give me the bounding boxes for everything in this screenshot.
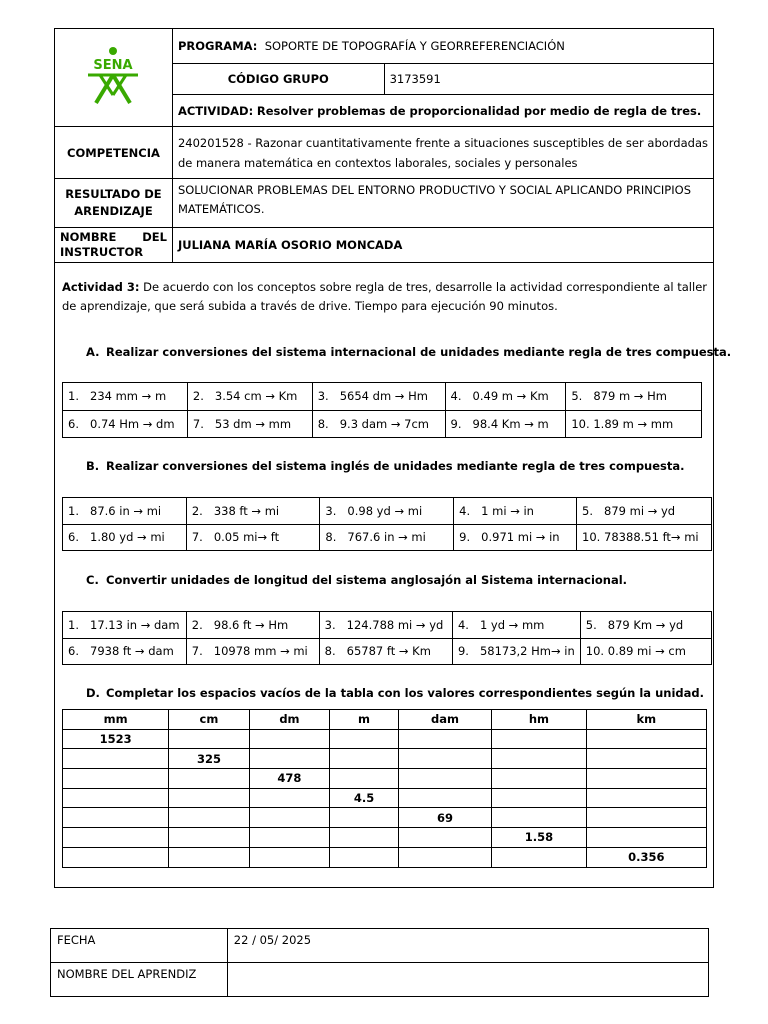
section-b-letter: B. <box>86 459 100 473</box>
units-row <box>63 749 707 769</box>
item-number: 3. <box>324 617 336 632</box>
instructor-value: JULIANA MARÍA OSORIO MONCADA <box>172 228 713 263</box>
item-number: 4. <box>459 503 471 518</box>
conversion-cell <box>454 524 577 551</box>
conversion-cell <box>452 638 580 665</box>
conversion-text: 53 dm → mm <box>214 416 292 431</box>
unit-header-cell: dm <box>249 710 329 730</box>
conversion-cell <box>63 498 187 525</box>
item-number: 8. <box>317 416 329 431</box>
unit-header-cell: mm <box>63 710 169 730</box>
unit-value-cell[interactable] <box>249 808 329 828</box>
conversion-text: 0.98 yd → mi <box>347 503 423 518</box>
conversion-row <box>63 498 712 525</box>
unit-value-cell[interactable] <box>330 847 399 867</box>
unit-value-cell[interactable] <box>586 828 706 848</box>
item-number: 1. <box>68 617 79 632</box>
conversion-cell <box>577 498 712 525</box>
conversion-cell <box>312 410 445 438</box>
conversion-cell <box>445 383 566 411</box>
conversion-row <box>63 383 702 411</box>
conversion-text: 98.6 ft → Hm <box>213 617 289 632</box>
conversion-text: 0.74 Hm → dm <box>90 416 175 431</box>
conversion-cell <box>566 383 702 411</box>
units-row <box>63 788 707 808</box>
unit-value-cell[interactable] <box>169 808 249 828</box>
unit-value-cell[interactable] <box>492 808 587 828</box>
item-number: 10. <box>585 644 605 659</box>
conversion-text: 879 mi → yd <box>604 503 676 518</box>
unit-header-cell: cm <box>169 710 249 730</box>
conversion-text: 234 mm → m <box>90 389 167 404</box>
item-number: 8. <box>325 530 337 545</box>
unit-header-cell: km <box>586 710 706 730</box>
activity-text: De acuerdo con los conceptos sobre regla de tres, desarrolle la actividad correspondiente al taller de aprendizaje, que será subida a través de drive. Tiempo para ejecución 90 minutos. <box>62 280 707 313</box>
conversion-row <box>63 612 712 639</box>
conversion-cell <box>63 410 188 438</box>
item-number: 5. <box>582 503 594 518</box>
instructor-label-line1b: DEL <box>142 230 167 244</box>
unit-header-cell: dam <box>398 710 491 730</box>
fecha-label: FECHA <box>51 929 228 963</box>
unit-value-cell[interactable] <box>330 828 399 848</box>
conversion-cell <box>580 638 711 665</box>
unit-value-cell[interactable] <box>169 828 249 848</box>
item-number: 3. <box>317 389 329 404</box>
unit-value-cell[interactable] <box>398 788 491 808</box>
conversion-cell <box>320 524 454 551</box>
unit-value-cell[interactable] <box>398 749 491 769</box>
section-a-text: Realizar conversiones del sistema internacional de unidades mediante regla de tres compuesta. <box>106 345 732 359</box>
conversion-cell <box>63 638 187 665</box>
item-number: 7. <box>191 530 203 545</box>
conversion-text: 65787 ft → Km <box>346 644 431 659</box>
item-number: 6. <box>68 530 79 545</box>
conversion-cell <box>63 383 188 411</box>
resultado-label-line1: RESULTADO DE <box>65 187 162 201</box>
unit-value-cell[interactable] <box>586 769 706 789</box>
units-row <box>63 729 707 749</box>
item-number: 2. <box>191 617 203 632</box>
conversion-text: 1.80 yd → mi <box>90 530 165 545</box>
actividad-value: Resolver problemas de proporcionalidad por medio de regla de tres. <box>256 103 702 118</box>
conversion-text: 5654 dm → Hm <box>339 389 428 404</box>
item-number: 9. <box>457 644 469 659</box>
item-number: 7. <box>192 416 204 431</box>
unit-value-cell[interactable] <box>249 828 329 848</box>
item-number: 1. <box>68 389 79 404</box>
unit-value-cell: 4.5 <box>330 788 399 808</box>
unit-value-cell[interactable] <box>249 847 329 867</box>
conversion-cell <box>445 410 566 438</box>
conversion-text: 3.54 cm → Km <box>214 389 298 404</box>
conversion-text: 78388.51 ft→ mi <box>604 530 699 545</box>
conversion-text: 124.788 mi → yd <box>346 617 444 632</box>
item-number: 2. <box>191 503 203 518</box>
section-b-text: Realizar conversiones del sistema inglés de unidades mediante regla de tres compuesta. <box>106 459 685 473</box>
unit-value-cell: 69 <box>398 808 491 828</box>
item-number: 6. <box>68 644 79 659</box>
unit-value-cell: 0.356 <box>586 847 706 867</box>
sena-logo-icon <box>82 45 144 107</box>
unit-value-cell: 1523 <box>63 729 169 749</box>
unit-value-cell[interactable] <box>330 729 399 749</box>
item-number: 10. <box>582 530 601 545</box>
unit-value-cell[interactable] <box>586 808 706 828</box>
unit-value-cell[interactable] <box>249 729 329 749</box>
codigo-label: CÓDIGO GRUPO <box>172 64 384 95</box>
conversion-text: 58173,2 Hm→ in <box>479 644 575 659</box>
unit-value-cell[interactable] <box>330 769 399 789</box>
item-number: 1. <box>68 503 79 518</box>
unit-value-cell[interactable] <box>63 749 169 769</box>
section-a-title <box>86 345 731 359</box>
instructor-label-line2: INSTRUCTOR <box>60 245 144 259</box>
conversion-table-c <box>62 611 712 665</box>
unit-value-cell[interactable] <box>492 788 587 808</box>
conversion-cell <box>186 612 319 639</box>
conversion-cell <box>187 383 312 411</box>
unit-header-cell: hm <box>492 710 587 730</box>
item-number: 9. <box>459 530 471 545</box>
conversion-text: 879 m → Hm <box>593 389 667 404</box>
unit-value-cell: 325 <box>169 749 249 769</box>
unit-header-cell: m <box>330 710 399 730</box>
competencia-label: COMPETENCIA <box>55 127 173 179</box>
unit-value-cell: 478 <box>249 769 329 789</box>
units-table <box>62 709 707 868</box>
item-number: 4. <box>450 389 462 404</box>
conversion-table-b <box>62 497 712 551</box>
unit-value-cell[interactable] <box>398 769 491 789</box>
unit-value-cell[interactable] <box>398 847 491 867</box>
unit-value-cell[interactable] <box>492 847 587 867</box>
section-c-letter: C. <box>86 573 99 587</box>
resultado-label-line2: ARENDIZAJE <box>74 204 153 218</box>
unit-value-cell[interactable] <box>63 808 169 828</box>
conversion-text: 98.4 Km → m <box>472 416 549 431</box>
unit-value-cell[interactable] <box>586 729 706 749</box>
unit-value-cell[interactable] <box>492 749 587 769</box>
conversion-text: 1 yd → mm <box>479 617 545 632</box>
resultado-label <box>55 179 173 228</box>
item-number: 10. <box>571 416 590 431</box>
unit-value-cell[interactable] <box>398 828 491 848</box>
actividad-cell <box>172 95 713 127</box>
conversion-row <box>63 524 712 551</box>
activity-label: Actividad 3: <box>62 280 140 294</box>
item-number: 6. <box>68 416 79 431</box>
item-number: 8. <box>324 644 336 659</box>
conversion-text: 0.49 m → Km <box>472 389 549 404</box>
section-d-title <box>86 686 704 700</box>
footer-table <box>50 928 709 997</box>
conversion-cell <box>566 410 702 438</box>
section-c-title <box>86 573 627 587</box>
conversion-cell <box>186 498 320 525</box>
units-row <box>63 808 707 828</box>
codigo-value: 3173591 <box>384 64 713 95</box>
conversion-text: 10978 mm → mi <box>213 644 308 659</box>
conversion-cell <box>186 638 319 665</box>
unit-value-cell[interactable] <box>63 828 169 848</box>
fecha-value: 22 / 05/ 2025 <box>227 929 708 963</box>
programa-label: PROGRAMA: <box>177 39 258 53</box>
conversion-text: 87.6 in → mi <box>90 503 162 518</box>
conversion-text: 879 Km → yd <box>607 617 684 632</box>
section-a-letter: A. <box>86 345 100 359</box>
conversion-cell <box>312 383 445 411</box>
conversion-cell <box>63 612 187 639</box>
instructor-label-line1a: NOMBRE <box>60 230 117 244</box>
unit-value-cell[interactable] <box>330 808 399 828</box>
conversion-text: 1.89 m → mm <box>593 416 674 431</box>
unit-value-cell[interactable] <box>586 788 706 808</box>
unit-value-cell[interactable] <box>492 729 587 749</box>
section-c-text: Convertir unidades de longitud del sistema anglosajón al Sistema internacional. <box>106 573 628 587</box>
conversion-text: 9.3 dam → 7cm <box>339 416 430 431</box>
unit-value-cell[interactable] <box>398 729 491 749</box>
conversion-text: 0.05 mi→ ft <box>213 530 280 545</box>
conversion-table-a <box>62 382 702 438</box>
conversion-text: 338 ft → mi <box>213 503 280 518</box>
conversion-cell <box>187 410 312 438</box>
unit-value-cell[interactable] <box>249 788 329 808</box>
unit-value-cell[interactable] <box>492 769 587 789</box>
section-b-title <box>86 459 685 473</box>
unit-value-cell[interactable] <box>249 749 329 769</box>
instructor-label <box>55 228 173 263</box>
unit-value-cell: 1.58 <box>492 828 587 848</box>
item-number: 3. <box>325 503 337 518</box>
unit-value-cell[interactable] <box>586 749 706 769</box>
conversion-cell <box>319 638 452 665</box>
section-d-text: Completar los espacios vacíos de la tabla con los valores correspondientes según la unidad. <box>106 686 704 700</box>
conversion-cell <box>186 524 320 551</box>
conversion-text: 767.6 in → mi <box>347 530 426 545</box>
header-table <box>54 28 714 263</box>
resultado-value: SOLUCIONAR PROBLEMAS DEL ENTORNO PRODUCTIVO Y SOCIAL APLICANDO PRINCIPIOS MATEMÁTICOS. <box>172 179 713 228</box>
aprendiz-value[interactable] <box>227 963 708 997</box>
programa-cell <box>172 29 713 64</box>
conversion-cell <box>577 524 712 551</box>
conversion-cell <box>580 612 711 639</box>
conversion-cell <box>452 612 580 639</box>
conversion-text: 1 mi → in <box>481 503 534 518</box>
conversion-row <box>63 410 702 438</box>
conversion-text: 17.13 in → dam <box>90 617 180 632</box>
item-number: 2. <box>192 389 204 404</box>
units-row <box>63 828 707 848</box>
activity-description <box>62 278 707 316</box>
unit-value-cell[interactable] <box>169 769 249 789</box>
unit-value-cell[interactable] <box>63 847 169 867</box>
unit-value-cell[interactable] <box>169 847 249 867</box>
unit-value-cell[interactable] <box>63 788 169 808</box>
units-header-row <box>63 710 707 730</box>
item-number: 4. <box>457 617 469 632</box>
units-row <box>63 769 707 789</box>
unit-value-cell[interactable] <box>169 729 249 749</box>
section-d-letter: D. <box>86 686 100 700</box>
logo-text: SENA <box>93 58 134 73</box>
item-number: 5. <box>571 389 583 404</box>
actividad-label: ACTIVIDAD: <box>177 103 254 118</box>
item-number: 7. <box>191 644 203 659</box>
unit-value-cell[interactable] <box>169 788 249 808</box>
unit-value-cell[interactable] <box>330 749 399 769</box>
conversion-cell <box>319 612 452 639</box>
conversion-cell <box>454 498 577 525</box>
programa-value: SOPORTE DE TOPOGRAFÍA Y GEORREFERENCIACIÓN <box>264 39 565 53</box>
conversion-row <box>63 638 712 665</box>
units-row <box>63 847 707 867</box>
conversion-cell <box>320 498 454 525</box>
conversion-text: 7938 ft → dam <box>90 644 174 659</box>
competencia-value: 240201528 - Razonar cuantitativamente frente a situaciones susceptibles de ser abordadas de manera matemática en contextos laborales, sociales y personales <box>172 127 713 179</box>
sena-logo <box>55 29 173 127</box>
item-number: 5. <box>585 617 597 632</box>
aprendiz-label: NOMBRE DEL APRENDIZ <box>51 963 228 997</box>
item-number: 9. <box>450 416 462 431</box>
conversion-text: 0.89 mi → cm <box>607 644 686 659</box>
conversion-text: 0.971 mi → in <box>481 530 560 545</box>
unit-value-cell[interactable] <box>63 769 169 789</box>
conversion-cell <box>63 524 187 551</box>
